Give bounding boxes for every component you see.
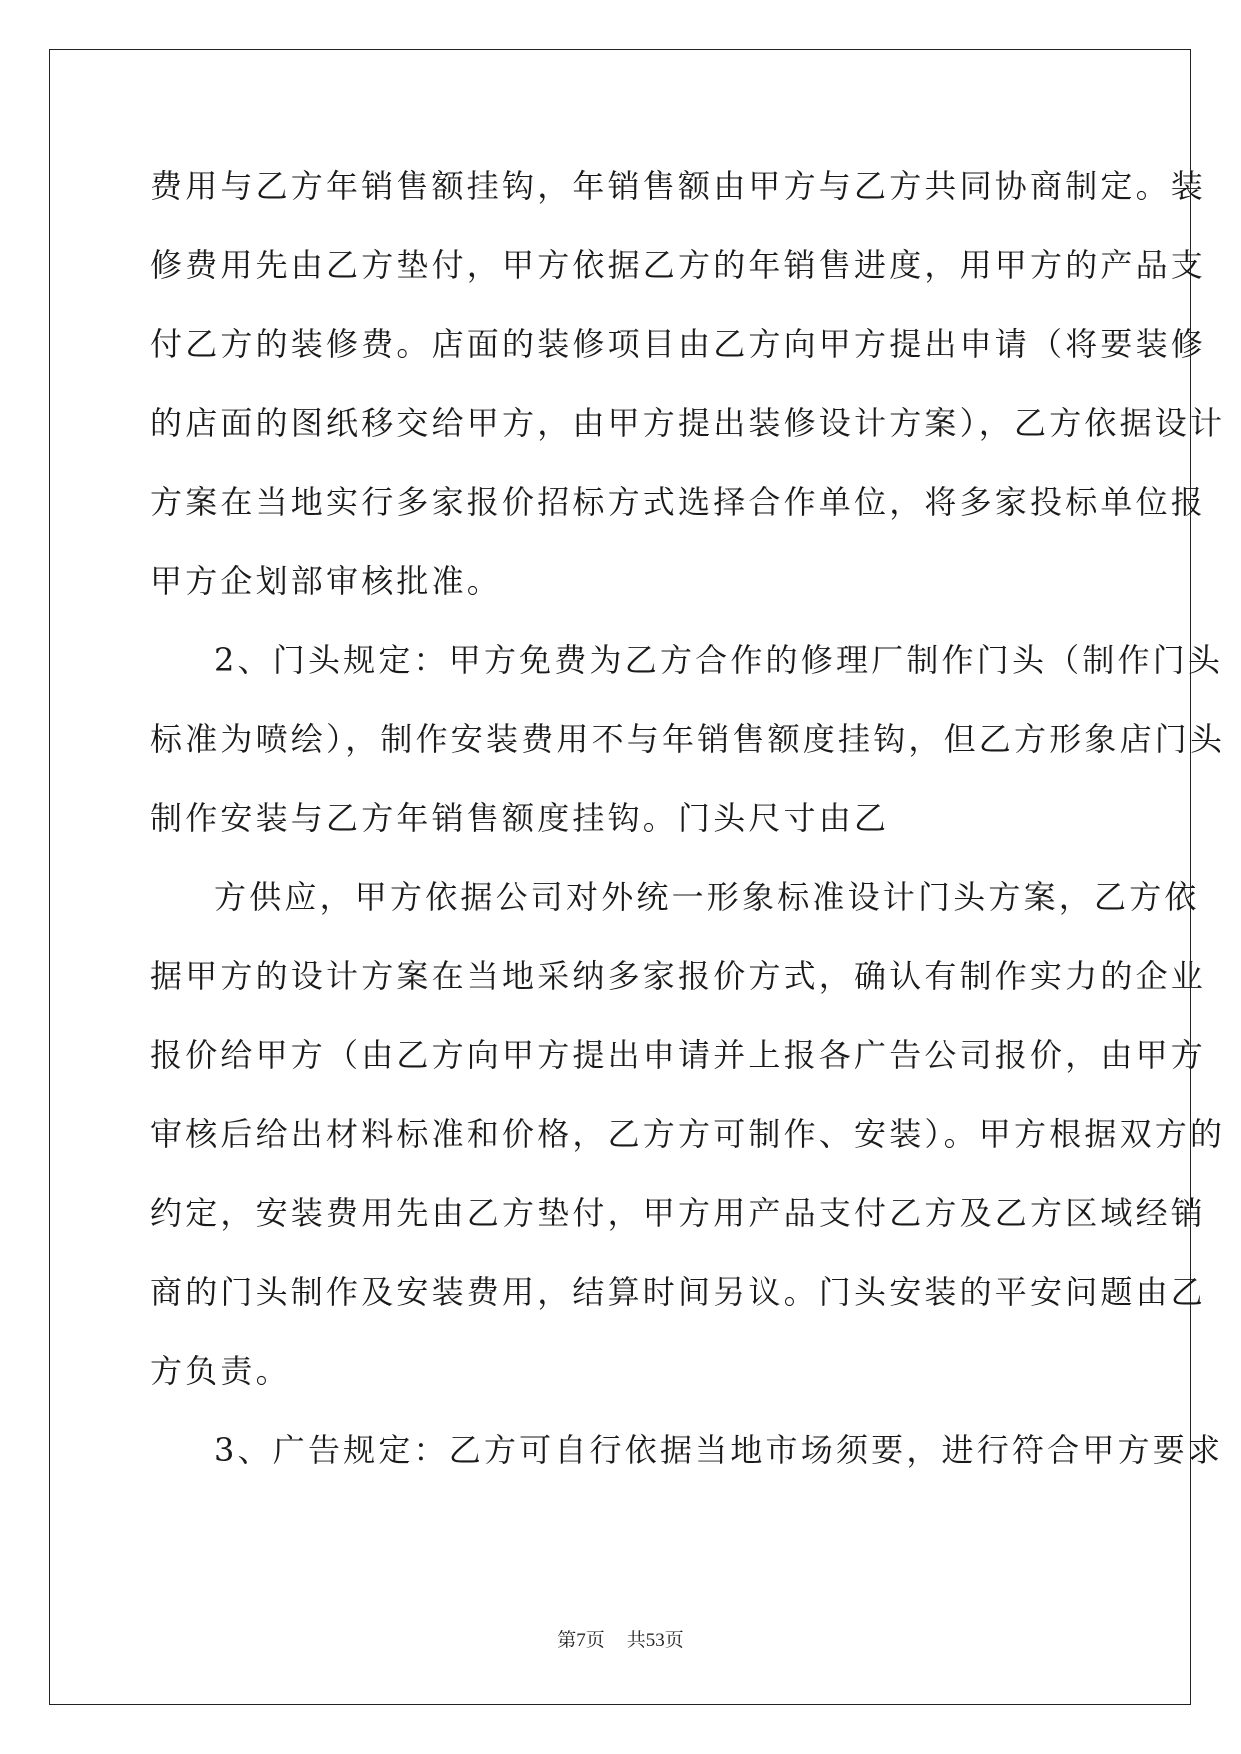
text-line: 审核后给出材料标准和价格，乙方方可制作、安装）。甲方根据双方的 <box>150 1115 1226 1153</box>
page-footer <box>0 1629 1241 1653</box>
text-line: 方供应，甲方依据公司对外统一形象标准设计门头方案，乙方依 <box>214 878 1200 916</box>
text-line: 甲方企划部审核批准。 <box>150 562 503 600</box>
page-total: 共53页 <box>626 1630 684 1651</box>
text-line: 付乙方的装修费。店面的装修项目由乙方向甲方提出申请（将要装修 <box>150 325 1207 363</box>
text-line: 标准为喷绘），制作安装费用不与年销售额度挂钩，但乙方形象店门头 <box>150 720 1226 758</box>
text-line: 商的门头制作及安装费用，结算时间另议。门头安装的平安问题由乙 <box>150 1273 1207 1311</box>
text-line: 报价给甲方（由乙方向甲方提出申请并上报各广告公司报价，由甲方 <box>150 1036 1207 1074</box>
text-line: 修费用先由乙方垫付，甲方依据乙方的年销售进度，用甲方的产品支 <box>150 246 1207 284</box>
text-line: 2、门头规定：甲方免费为乙方合作的修理厂制作门头（制作门头 <box>214 641 1224 679</box>
page-number: 第7页 <box>557 1630 605 1651</box>
text-line: 方案在当地实行多家报价招标方式选择合作单位，将多家投标单位报 <box>150 483 1207 521</box>
text-line: 制作安装与乙方年销售额度挂钩。门头尺寸由乙 <box>150 799 890 837</box>
text-line: 据甲方的设计方案在当地采纳多家报价方式，确认有制作实力的企业 <box>150 957 1207 995</box>
text-line: 费用与乙方年销售额挂钩，年销售额由甲方与乙方共同协商制定。装 <box>150 167 1207 205</box>
text-line: 3、广告规定：乙方可自行依据当地市场须要，进行符合甲方要求 <box>214 1431 1224 1469</box>
text-line: 约定，安装费用先由乙方垫付，甲方用产品支付乙方及乙方区域经销 <box>150 1194 1207 1232</box>
text-line: 方负责。 <box>150 1352 291 1390</box>
text-line: 的店面的图纸移交给甲方，由甲方提出装修设计方案），乙方依据设计 <box>150 404 1226 442</box>
